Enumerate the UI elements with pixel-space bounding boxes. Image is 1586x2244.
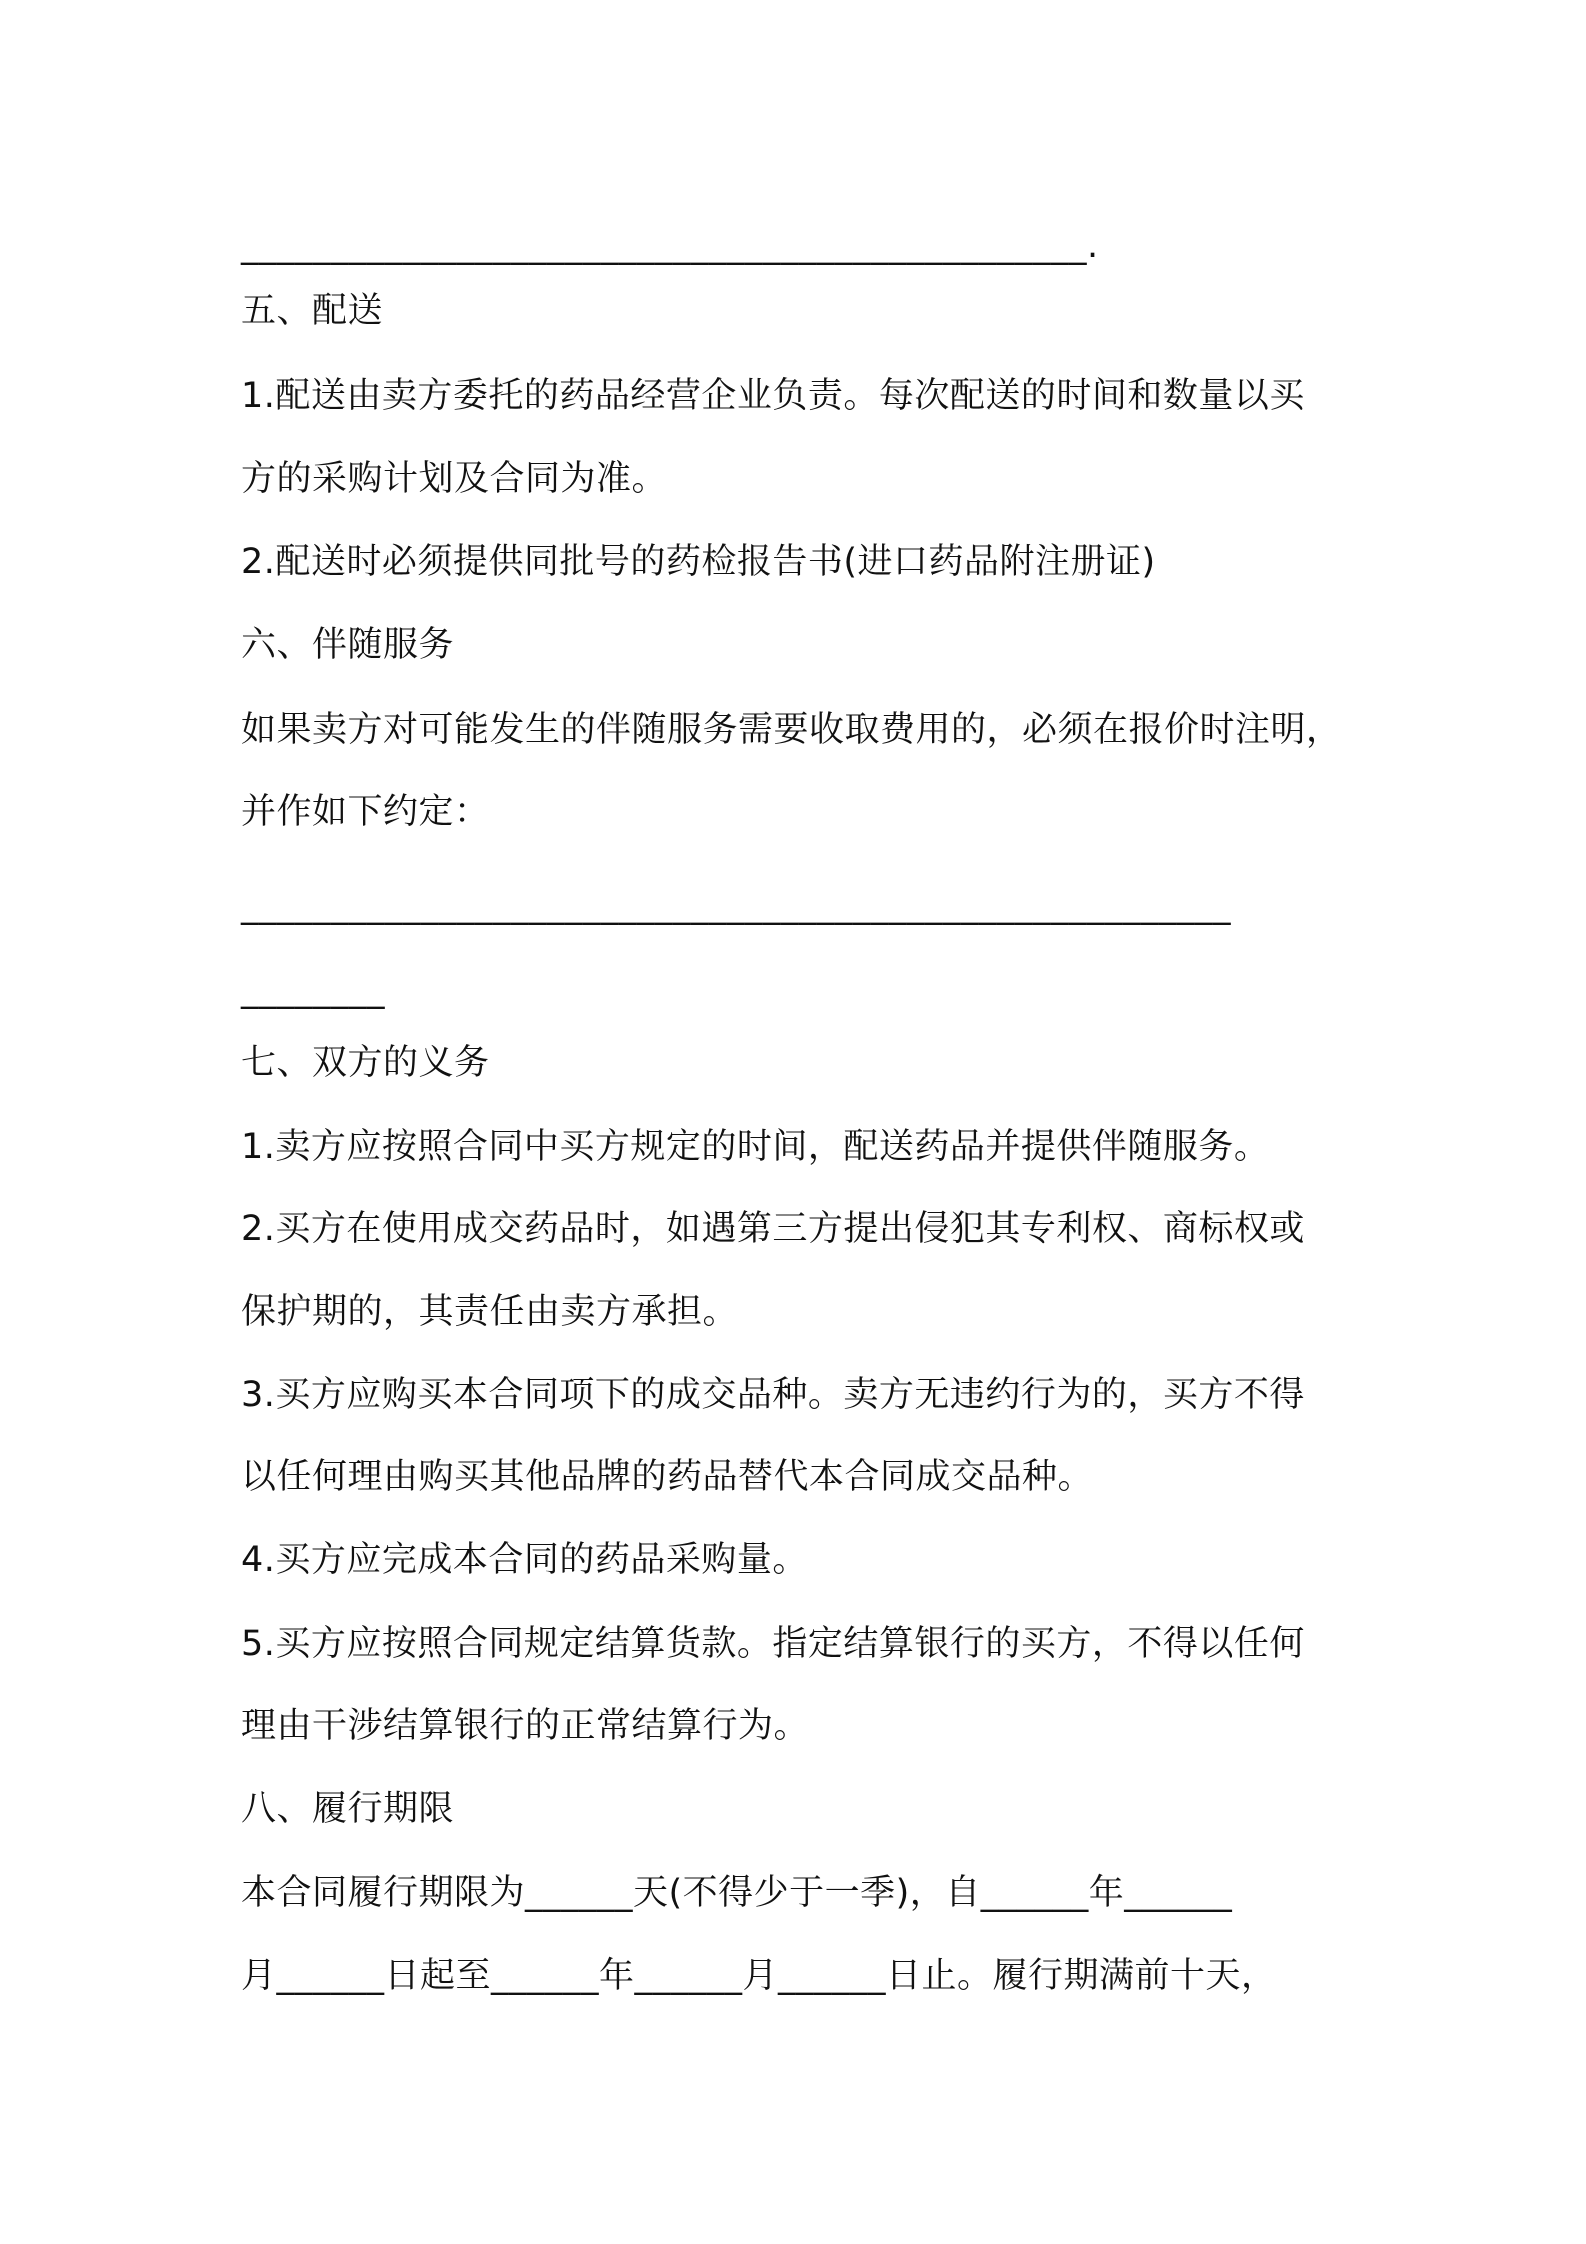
section-7-item-3-line-2: 以任何理由购买其他品牌的药品替代本合同成交品种。 [241, 1457, 1094, 1497]
section-7-item-4: 4.买方应完成本合同的药品采购量。 [241, 1540, 808, 1580]
section-8-text-line-1: 本合同履行期限为______天(不得少于一季)，自______年______ [241, 1873, 1233, 1913]
section-7-item-1: 1.卖方应按照合同中买方规定的时间，配送药品并提供伴随服务。 [241, 1127, 1270, 1167]
blank-line-2: _______________________________________________________ [241, 886, 1231, 926]
section-5-item-2: 2.配送时必须提供同批号的药检报告书(进口药品附注册证) [241, 542, 1156, 582]
section-6-text-line-2: 并作如下约定： [241, 792, 490, 832]
section-5-item-1-line-2: 方的采购计划及合同为准。 [241, 459, 668, 499]
section-7-item-2-line-1: 2.买方在使用成交药品时，如遇第三方提出侵犯其专利权、商标权或 [241, 1209, 1305, 1249]
blank-line-1: _______________________________________________. [241, 226, 1099, 266]
section-7-heading: 七、双方的义务 [241, 1043, 490, 1083]
section-7-item-3-line-1: 3.买方应购买本合同项下的成交品种。卖方无违约行为的，买方不得 [241, 1375, 1305, 1415]
section-5-heading: 五、配送 [241, 291, 384, 331]
section-6-heading: 六、伴随服务 [241, 625, 455, 665]
section-7-item-5-line-2: 理由干涉结算银行的正常结算行为。 [241, 1706, 810, 1746]
section-8-text-line-2: 月______日起至______年______月______日止。履行期满前十天， [241, 1956, 1277, 1996]
section-7-item-2-line-2: 保护期的，其责任由卖方承担。 [241, 1292, 739, 1332]
section-8-heading: 八、履行期限 [241, 1789, 455, 1829]
section-7-item-5-line-1: 5.买方应按照合同规定结算货款。指定结算银行的买方，不得以任何 [241, 1624, 1305, 1664]
section-5-item-1-line-1: 1.配送由卖方委托的药品经营企业负责。每次配送的时间和数量以买 [241, 376, 1305, 416]
section-6-text-line-1: 如果卖方对可能发生的伴随服务需要收取费用的，必须在报价时注明， [241, 710, 1342, 750]
blank-line-3: ________ [241, 970, 385, 1010]
